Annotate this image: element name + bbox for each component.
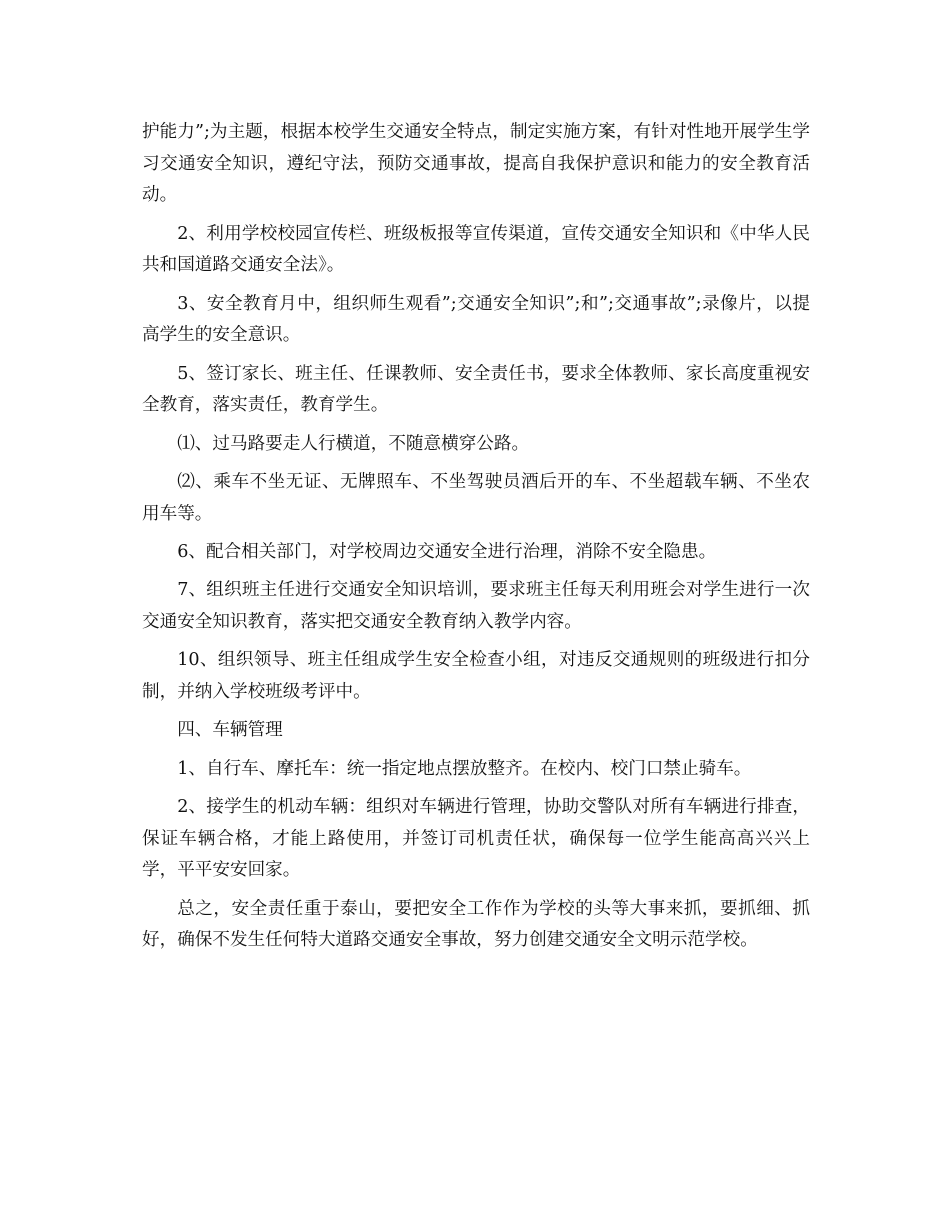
paragraph-item-6: 6、配合相关部门，对学校周边交通安全进行治理，消除不安全隐患。 [177, 541, 717, 562]
paragraph-subitem-2: ⑵、乘车不坐无证、无牌照车、不坐驾驶员酒后开的车、不坐超载车辆、不坐农用车等。 [142, 471, 810, 524]
paragraph-item-3: 3、安全教育月中，组织师生观看”;交通安全知识”;和”;交通事故”;录像片，以提高学生的安全意识。 [142, 293, 810, 346]
paragraph-vehicle-item-1: 1、自行车、摩托车：统一指定地点摆放整齐。在校内、校门口禁止骑车。 [177, 758, 752, 779]
paragraph-subitem-1: ⑴、过马路要走人行横道，不随意横穿公路。 [177, 433, 530, 454]
paragraph-vehicle-item-2: 2、接学生的机动车辆：组织对车辆进行管理，协助交警队对所有车辆进行排查，保证车辆合格，才能上路使用，并签订司机责任状，确保每一位学生能高高兴兴上学，平平安安回家。 [142, 797, 810, 881]
paragraph-intro-continued: 护能力”;为主题，根据本校学生交通安全特点，制定实施方案，有针对性地开展学生学习交通安全知识，遵纪守法，预防交通事故，提高自我保护意识和能力的安全教育活动。 [142, 122, 810, 206]
section-heading-vehicle-management: 四、车辆管理 [177, 720, 283, 741]
paragraph-item-2: 2、利用学校校园宣传栏、班级板报等宣传渠道，宣传交通安全知识和《中华人民共和国道路交通安全法》。 [142, 223, 810, 276]
document-body [142, 117, 810, 964]
paragraph-item-10: 10、组织领导、班主任组成学生安全检查小组，对违反交通规则的班级进行扣分制，并纳入学校班级考评中。 [142, 650, 810, 702]
paragraph-item-5: 5、签订家长、班主任、任课教师、安全责任书，要求全体教师、家长高度重视安全教育，落实责任，教育学生。 [142, 363, 810, 416]
paragraph-item-7: 7、组织班主任进行交通安全知识培训，要求班主任每天利用班会对学生进行一次交通安全知识教育，落实把交通安全教育纳入教学内容。 [142, 580, 810, 632]
paragraph-conclusion: 总之，安全责任重于泰山，要把安全工作作为学校的头等大事来抓，要抓细、抓好，确保不发生任何特大道路交通安全事故，努力创建交通安全文明示范学校。 [142, 898, 810, 951]
